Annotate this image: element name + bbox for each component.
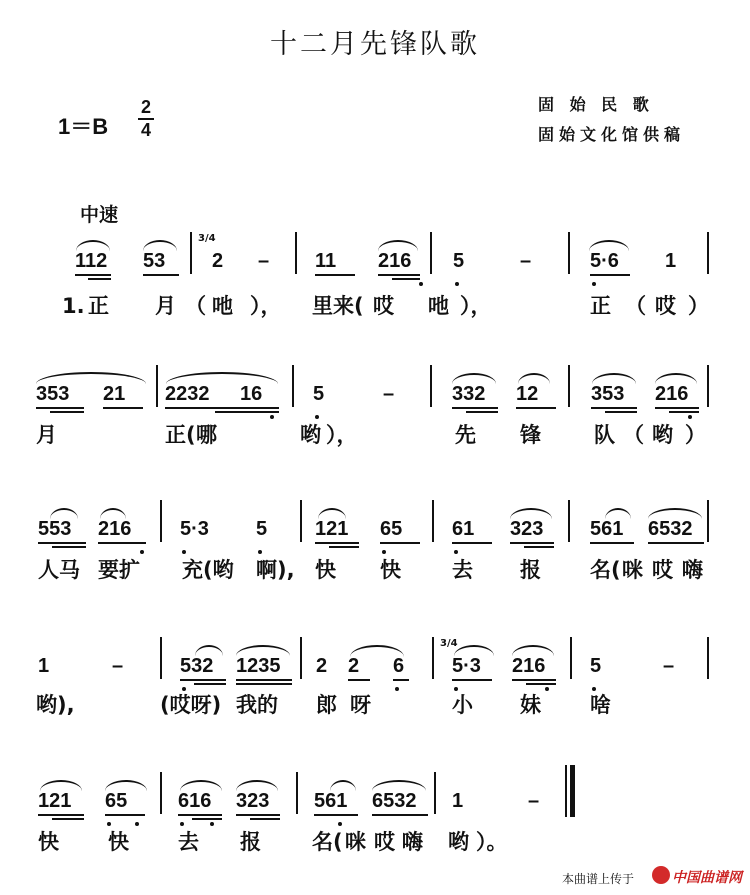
octave-dot <box>338 822 342 826</box>
lyric: 报 <box>520 558 541 582</box>
note-group: 11 <box>315 250 337 272</box>
note-group: 216 <box>98 518 132 540</box>
lyric: （ <box>185 294 206 318</box>
underline <box>590 274 630 276</box>
slur <box>50 508 78 519</box>
slur <box>40 780 82 791</box>
barline <box>156 365 158 407</box>
barline <box>300 637 302 679</box>
key-signature: 1＝B <box>58 114 109 139</box>
octave-dot <box>182 550 186 554</box>
barline <box>160 500 162 542</box>
lyric: 咪 <box>622 558 643 582</box>
barline <box>707 232 709 274</box>
octave-dot <box>454 687 458 691</box>
site-name: 中国曲谱网 <box>672 870 742 886</box>
lyric: ）。 <box>476 830 508 854</box>
lyric: 快 <box>108 830 129 854</box>
lyric: (哎呀) <box>160 693 222 717</box>
octave-dot <box>382 550 386 554</box>
dash: – <box>112 655 124 677</box>
barline <box>430 232 432 274</box>
site-logo-icon <box>652 866 670 884</box>
note-group: 553 <box>38 518 72 540</box>
dash: – <box>258 250 270 272</box>
underline <box>648 542 704 544</box>
note-group: 323 <box>510 518 544 540</box>
slur <box>648 508 702 519</box>
lyric: 哟 <box>448 830 469 854</box>
note-group: 2232 <box>165 383 210 405</box>
note-group: 1 <box>38 655 50 677</box>
underline <box>52 546 86 548</box>
lyric: 报 <box>240 830 261 854</box>
lyric: 哎 <box>652 558 673 582</box>
underline <box>452 407 498 409</box>
lyric: 吔 <box>212 294 233 318</box>
footer-upload-text: 本曲谱上传于 <box>562 872 635 886</box>
note-group: 2 <box>348 655 360 677</box>
note-group: 61 <box>452 518 475 540</box>
note-group: 216 <box>378 250 412 272</box>
note-group: 121 <box>38 790 72 812</box>
meter-change: 3/4 <box>198 233 216 244</box>
underline <box>98 542 146 544</box>
note-group: 353 <box>591 383 625 405</box>
slur <box>592 373 636 384</box>
underline <box>192 818 222 820</box>
slur <box>180 780 222 791</box>
slur <box>105 780 147 791</box>
lyric: 哎 <box>373 294 394 318</box>
underline <box>378 274 420 276</box>
octave-dot <box>454 550 458 554</box>
final-barline-thin <box>565 765 567 817</box>
lyric: 里来( <box>312 294 364 318</box>
slur <box>605 508 631 519</box>
time-signature-top: 2 <box>140 97 151 117</box>
lyric: 1. <box>62 294 85 318</box>
underline <box>466 411 498 413</box>
octave-dot <box>140 550 144 554</box>
slur <box>512 645 554 656</box>
note-group: 616 <box>178 790 212 812</box>
dash: – <box>520 250 532 272</box>
barline <box>432 637 434 679</box>
note-group: 1235 <box>236 655 281 677</box>
source-line-1: 固 始 民 歌 <box>538 95 654 114</box>
lyric: 哟), <box>36 693 75 717</box>
lyric: 去 <box>178 830 199 854</box>
note-group: 5·3 <box>452 655 481 677</box>
underline <box>452 542 492 544</box>
slur <box>454 645 494 656</box>
lyric: 哟 <box>300 423 321 447</box>
note-group: 561 <box>314 790 348 812</box>
note-group: 112 <box>75 250 108 272</box>
lyric: 名( <box>312 830 343 854</box>
barline <box>432 500 434 542</box>
slur <box>166 372 278 384</box>
note-group: 5 <box>453 250 465 272</box>
slur <box>318 508 346 519</box>
octave-dot <box>592 687 596 691</box>
note-group: 561 <box>590 518 624 540</box>
underline <box>178 814 222 816</box>
source-line-2: 固始文化馆供稿 <box>538 125 686 144</box>
underline <box>591 407 637 409</box>
underline <box>103 407 143 409</box>
octave-dot <box>180 822 184 826</box>
barline <box>160 772 162 814</box>
note-group: 6532 <box>372 790 417 812</box>
underline <box>143 274 179 276</box>
underline <box>526 683 556 685</box>
underline <box>75 274 111 276</box>
note-group: 53 <box>143 250 166 272</box>
lyric: 哪 <box>196 423 217 447</box>
lyric: 快 <box>380 558 401 582</box>
underline <box>194 683 226 685</box>
underline <box>669 411 699 413</box>
underline <box>165 407 279 409</box>
underline <box>605 411 637 413</box>
slur <box>36 372 146 384</box>
slur <box>236 645 290 656</box>
barline <box>707 500 709 542</box>
slur <box>372 780 426 791</box>
lyric: ）， <box>250 294 282 318</box>
note-group: 5·3 <box>180 518 209 540</box>
lyric: 要扩 <box>98 558 140 582</box>
note-group: 323 <box>236 790 270 812</box>
lyric: 队 <box>594 423 615 447</box>
lyric: 正 <box>590 294 611 318</box>
barline <box>160 637 162 679</box>
note-group: 1 <box>665 250 677 272</box>
lyric: 正( <box>165 423 196 447</box>
underline <box>655 407 699 409</box>
octave-dot <box>395 687 399 691</box>
note-group: 16 <box>240 383 263 405</box>
underline <box>510 542 554 544</box>
note-group: 2 <box>212 250 224 272</box>
slur <box>236 780 278 791</box>
underline <box>315 542 359 544</box>
underline <box>105 814 145 816</box>
underline <box>392 278 420 280</box>
lyric: 啥 <box>590 693 611 717</box>
note-group: 5·6 <box>590 250 619 272</box>
underline <box>180 679 226 681</box>
octave-dot <box>545 687 549 691</box>
slur <box>330 780 356 791</box>
underline <box>215 411 279 413</box>
underline <box>38 814 84 816</box>
underline <box>236 814 280 816</box>
octave-dot <box>182 687 186 691</box>
note-group: 6532 <box>648 518 693 540</box>
lyric: 哎 <box>374 830 395 854</box>
barline <box>296 772 298 814</box>
note-group: 1 <box>452 790 464 812</box>
octave-dot <box>315 415 319 419</box>
song-title: 十二月先锋队歌 <box>270 29 480 60</box>
lyric: 嗨 <box>402 830 423 854</box>
underline <box>329 546 359 548</box>
slur <box>452 373 496 384</box>
dash: – <box>383 383 395 405</box>
lyric: 咪 <box>345 830 366 854</box>
underline <box>516 407 556 409</box>
lyric: ） <box>685 423 706 447</box>
slur <box>518 373 550 384</box>
meter-change: 3/4 <box>440 638 458 649</box>
barline <box>707 637 709 679</box>
slur <box>589 240 629 251</box>
underline <box>36 407 84 409</box>
lyric: ）， <box>460 294 492 318</box>
octave-dot <box>258 550 262 554</box>
note-group: 121 <box>315 518 349 540</box>
octave-dot <box>210 822 214 826</box>
barline <box>300 500 302 542</box>
barline <box>568 365 570 407</box>
note-group: 5 <box>313 383 325 405</box>
barline <box>570 637 572 679</box>
underline <box>50 411 84 413</box>
slur <box>76 240 110 251</box>
lyric: ）， <box>326 423 358 447</box>
note-group: 12 <box>516 383 539 405</box>
note-group: 216 <box>512 655 546 677</box>
octave-dot <box>688 415 692 419</box>
octave-dot <box>107 822 111 826</box>
lyric: 人马 <box>38 558 80 582</box>
lyric: 名( <box>590 558 621 582</box>
underline <box>524 546 554 548</box>
barline <box>434 772 436 814</box>
lyric: 呀 <box>350 693 371 717</box>
dash: – <box>663 655 675 677</box>
barline <box>707 365 709 407</box>
underline <box>314 814 358 816</box>
note-group: 532 <box>180 655 214 677</box>
lyric: 快 <box>38 830 59 854</box>
lyric: 哎 <box>655 294 676 318</box>
octave-dot <box>455 282 459 286</box>
note-group: 65 <box>105 790 128 812</box>
lyric: （ <box>625 294 646 318</box>
lyric: （ <box>623 423 644 447</box>
lyric: 锋 <box>520 423 541 447</box>
slur <box>378 240 418 251</box>
slur <box>195 645 223 656</box>
octave-dot <box>270 415 274 419</box>
lyric: 郎 <box>316 693 337 717</box>
slur <box>655 373 697 384</box>
barline <box>292 365 294 407</box>
underline <box>393 679 409 681</box>
lyric: 啊), <box>256 558 295 582</box>
note-group: 5 <box>590 655 602 677</box>
underline <box>250 818 280 820</box>
slur <box>350 645 404 657</box>
lyric: 小 <box>452 693 473 717</box>
tempo-marking: 中速 <box>80 204 119 226</box>
barline <box>190 232 192 274</box>
octave-dot <box>419 282 423 286</box>
barline <box>568 500 570 542</box>
underline <box>236 683 292 685</box>
note-group: 5 <box>256 518 268 540</box>
lyric: 去 <box>452 558 473 582</box>
slur <box>143 240 177 251</box>
underline <box>452 679 492 681</box>
underline <box>38 542 86 544</box>
lyric: 快 <box>315 558 336 582</box>
underline <box>52 818 84 820</box>
underline <box>236 679 292 681</box>
underline <box>380 542 420 544</box>
note-group: 21 <box>103 383 126 405</box>
octave-dot <box>135 822 139 826</box>
final-barline-thick <box>570 765 575 817</box>
dash: – <box>528 790 540 812</box>
underline <box>512 679 556 681</box>
underline <box>315 274 355 276</box>
time-signature <box>138 98 154 140</box>
note-group: 332 <box>452 383 486 405</box>
slur <box>510 508 552 519</box>
lyric: 月 <box>155 294 176 318</box>
lyric: 我的 <box>236 693 278 717</box>
barline <box>430 365 432 407</box>
note-group: 65 <box>380 518 403 540</box>
underline <box>348 679 370 681</box>
lyric: 哟 <box>652 423 673 447</box>
barline <box>568 232 570 274</box>
lyric: 正 <box>88 294 109 318</box>
lyric: 先 <box>455 423 476 447</box>
underline <box>88 278 111 280</box>
octave-dot <box>592 282 596 286</box>
barline <box>295 232 297 274</box>
lyric: 妹 <box>520 693 541 717</box>
note-group: 6 <box>393 655 405 677</box>
lyric: 吔 <box>428 294 449 318</box>
note-group: 216 <box>655 383 689 405</box>
lyric: 嗨 <box>682 558 703 582</box>
underline <box>372 814 428 816</box>
lyric: ） <box>688 294 709 318</box>
underline <box>590 542 634 544</box>
note-group: 353 <box>36 383 70 405</box>
slur <box>100 508 126 519</box>
lyric: 月 <box>36 423 57 447</box>
time-signature-bottom: 4 <box>140 120 151 140</box>
note-group: 2 <box>316 655 328 677</box>
lyric: 充(哟 <box>182 558 234 582</box>
